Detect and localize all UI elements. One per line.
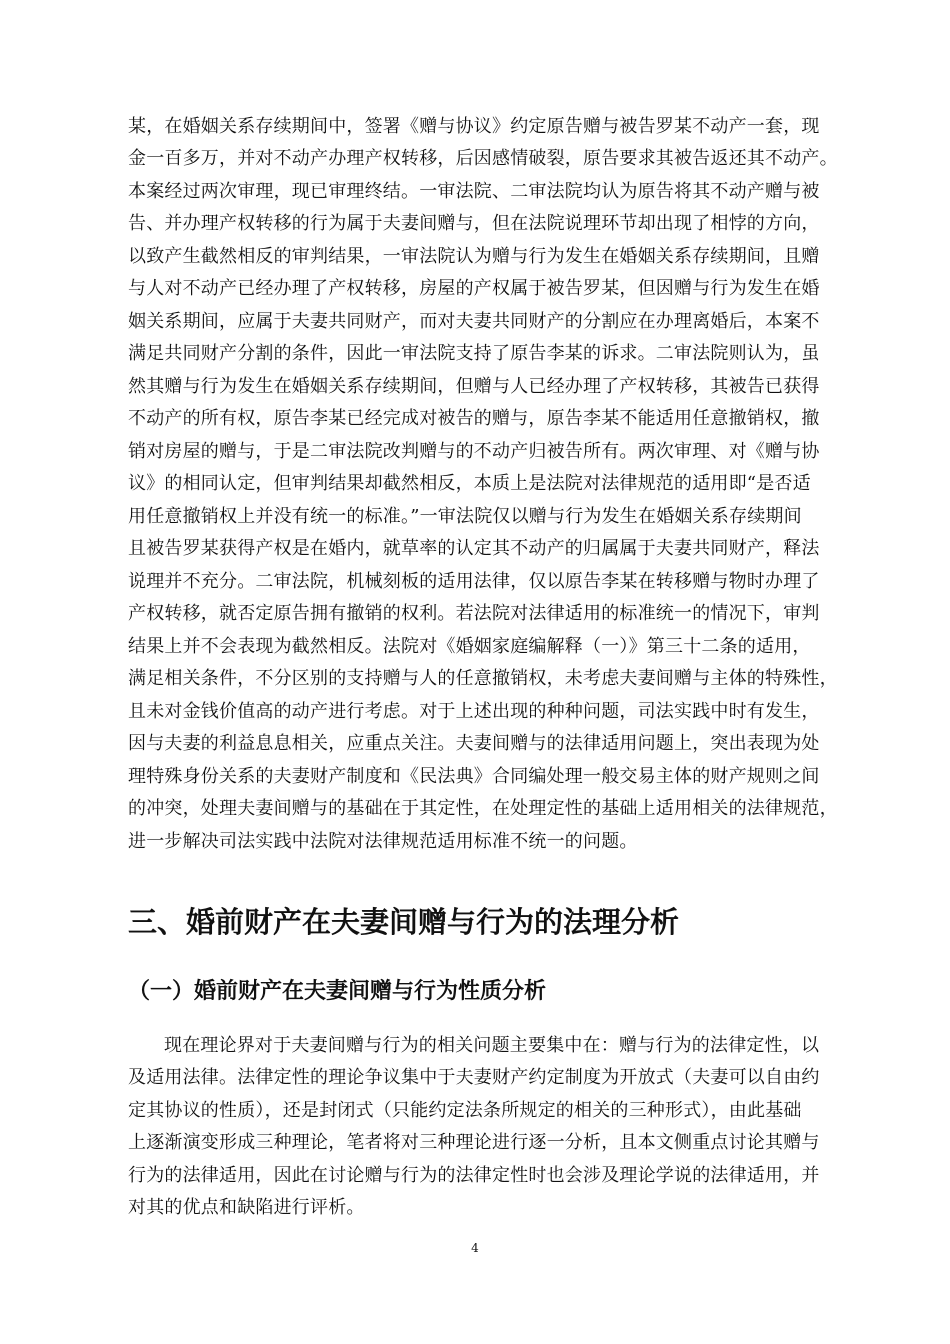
section-heading: 三、婚前财产在夫妻间赠与行为的法理分析	[128, 905, 680, 939]
body-text-line: 现在理论界对于夫妻间赠与行为的相关问题主要集中在：赠与行为的法律定性，以	[164, 1035, 820, 1056]
body-text-line: 对其的优点和缺陷进行评析。	[128, 1197, 365, 1218]
body-text-line: 金一百多万，并对不动产办理产权转移，后因感情破裂，原告要求其被告返还其不动产。	[128, 148, 838, 169]
body-text-line: 与人对不动产已经办理了产权转移，房屋的产权属于被告罗某，但因赠与行为发生在婚	[128, 278, 820, 299]
body-text-line: 用任意撤销权上并没有统一的标准。”一审法院仅以赠与行为发生在婚姻关系存续期间	[128, 506, 802, 527]
body-text-line: 某，在婚姻关系存续期间中，签署《赠与协议》约定原告赠与被告罗某不动产一套，现	[128, 116, 820, 137]
body-text-line: 因与夫妻的利益息息相关，应重点关注。夫妻间赠与的法律适用问题上，突出表现为处	[128, 733, 820, 754]
body-text-line: 以致产生截然相反的审判结果，一审法院认为赠与行为发生在婚姻关系存续期间，且赠	[128, 246, 820, 267]
body-text-line: 满足相关条件，不分区别的支持赠与人的任意撤销权，未考虑夫妻间赠与主体的特殊性，	[128, 668, 838, 689]
body-text-line: 产权转移，就否定原告拥有撤销的权利。若法院对法律适用的标准统一的情况下，审判	[128, 603, 820, 624]
body-text-line: 姻关系期间，应属于夫妻共同财产，而对夫妻共同财产的分割应在办理离婚后，本案不	[128, 311, 820, 332]
body-text-line: 且被告罗某获得产权是在婚内，就草率的认定其不动产的归属属于夫妻共同财产，释法	[128, 538, 820, 559]
body-text-line: 满足共同财产分割的条件，因此一审法院支持了原告李某的诉求。二审法院则认为，虽	[128, 343, 820, 364]
body-text-line: 本案经过两次审理，现已审理终结。一审法院、二审法院均认为原告将其不动产赠与被	[128, 181, 820, 202]
body-text-line: 理特殊身份关系的夫妻财产制度和《民法典》合同编处理一般交易主体的财产规则之间	[128, 766, 820, 787]
body-text-line: 定其协议的性质），还是封闭式（只能约定法条所规定的相关的三种形式），由此基础	[128, 1100, 802, 1121]
body-text-line: 的冲突，处理夫妻间赠与的基础在于其定性，在处理定性的基础上适用相关的法律规范，	[128, 798, 838, 819]
body-text-line: 行为的法律适用，因此在讨论赠与行为的法律定性时也会涉及理论学说的法律适用，并	[128, 1165, 820, 1186]
body-text-line: 说理并不充分。二审法院，机械刻板的适用法律，仅以原告李某在转移赠与物时办理了	[128, 571, 820, 592]
body-text-line: 然其赠与行为发生在婚姻关系存续期间，但赠与人已经办理了产权转移，其被告已获得	[128, 376, 820, 397]
body-text-line: 进一步解决司法实践中法院对法律规范适用标准不统一的问题。	[128, 831, 638, 852]
body-text-line: 上逐渐演变形成三种理论，笔者将对三种理论进行逐一分析，且本文侧重点讨论其赠与	[128, 1132, 820, 1153]
body-text-line: 告、并办理产权转移的行为属于夫妻间赠与，但在法院说理环节却出现了相悖的方向，	[128, 213, 820, 234]
body-text-line: 结果上并不会表现为截然相反。法院对《婚姻家庭编解释（一）》第三十二条的适用，	[128, 636, 811, 657]
body-text-line: 及适用法律。法律定性的理论争议集中于夫妻财产约定制度为开放式（夫妻可以自由约	[128, 1067, 820, 1088]
subsection-heading: （一）婚前财产在夫妻间赠与行为性质分析	[128, 979, 547, 1004]
page-number: 4	[471, 1241, 479, 1255]
body-text-line: 议》的相同认定，但审判结果却截然相反，本质上是法院对法律规范的适用即“是否适	[128, 473, 811, 494]
body-text-line: 且未对金钱价值高的动产进行考虑。对于上述出现的种种问题，司法实践中时有发生，	[128, 701, 820, 722]
body-text-line: 不动产的所有权，原告李某已经完成对被告的赠与，原告李某不能适用任意撤销权，撤	[128, 408, 820, 429]
body-text-line: 销对房屋的赠与，于是二审法院改判赠与的不动产归被告所有。两次审理、对《赠与协	[128, 441, 820, 462]
